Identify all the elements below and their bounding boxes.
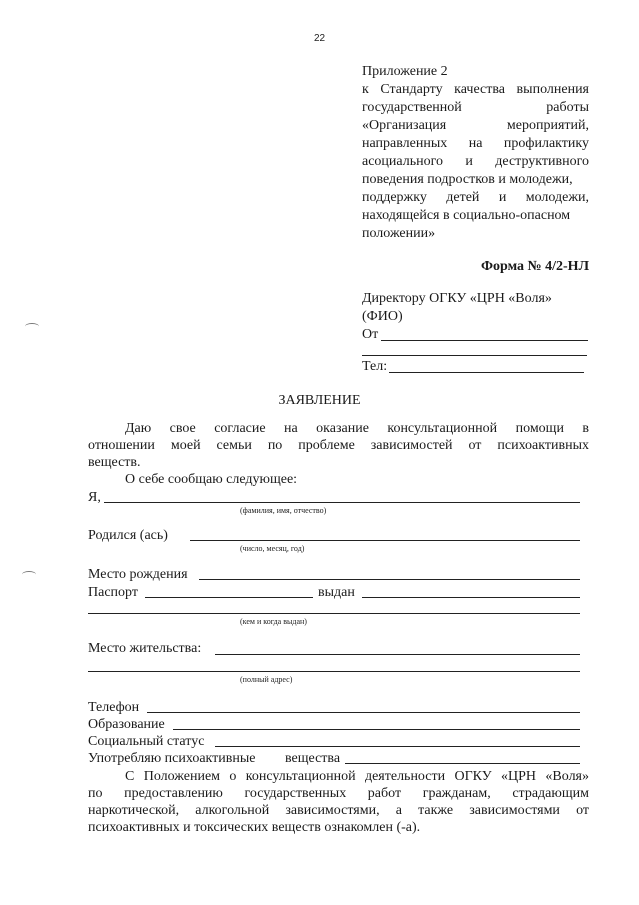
annex-line: направленных на профилактику [362, 136, 589, 151]
social-status-label: Социальный статус [88, 734, 205, 749]
from-label: От [362, 327, 379, 342]
annex-line: поддержку детей и молодежи, [362, 190, 589, 205]
page-number: 22 [313, 33, 326, 44]
tel-label: Тел: [362, 359, 388, 374]
annex-line: к Стандарту качества выполнения [362, 82, 589, 97]
birthplace-label: Место рождения [88, 567, 188, 582]
annex-line: положении» [362, 226, 436, 241]
scan-mark [25, 323, 39, 330]
scan-mark [22, 571, 36, 578]
issued-field[interactable] [362, 597, 580, 598]
from-field[interactable] [381, 340, 588, 341]
acknowledgement-line: психоактивных и токсических веществ ознакомлен (-а). [88, 820, 421, 835]
addressee-to: Директору ОГКУ «ЦРН «Воля» [362, 291, 552, 306]
phone-field[interactable] [147, 712, 580, 713]
born-caption: (число, месяц, год) [240, 544, 305, 553]
form-number: Форма № 4/2-НЛ [481, 259, 589, 274]
substances-field[interactable] [345, 763, 580, 764]
addressee-fio: (ФИО) [362, 309, 403, 324]
substances-label-suffix: вещества [285, 751, 341, 766]
intro-text: О себе сообщаю следующее: [125, 472, 298, 487]
annex-line: находящейся в социально-опасном [362, 208, 571, 223]
annex-line: «Организация мероприятий, [362, 118, 589, 133]
consent-line: веществ. [88, 455, 141, 470]
annex-line: поведения подростков и молодежи, [362, 172, 573, 187]
passport-caption: (кем и когда выдан) [240, 617, 307, 626]
tel-field[interactable] [389, 372, 584, 373]
birthdate-field[interactable] [190, 540, 580, 541]
substances-label: Употребляю психоактивные [88, 751, 256, 766]
annex-line: Приложение 2 [362, 64, 448, 79]
social-status-field[interactable] [215, 746, 580, 747]
born-label: Родился (ась) [88, 528, 168, 543]
page-title: ЗАЯВЛЕНИЕ [278, 393, 361, 408]
residence-caption: (полный адрес) [240, 675, 293, 684]
phone-label: Телефон [88, 700, 140, 715]
name-label: Я, [88, 490, 101, 505]
consent-line: Даю свое согласие на оказание консультационной помощи в [125, 421, 589, 436]
acknowledgement-line: по предоставлению государственных работ гражданам, страдающим [88, 786, 589, 801]
issued-field-continued[interactable] [88, 613, 580, 614]
annex-line: асоциального и деструктивного [362, 154, 589, 169]
birthplace-field[interactable] [199, 579, 580, 580]
passport-field[interactable] [145, 597, 313, 598]
residence-field[interactable] [215, 654, 580, 655]
issued-label: выдан [318, 585, 355, 600]
name-field[interactable] [104, 502, 580, 503]
education-label: Образование [88, 717, 165, 732]
consent-line: отношении моей семьи по проблеме зависимостей от психоактивных [88, 438, 589, 453]
annex-line: государственной работы [362, 100, 589, 115]
residence-field-continued[interactable] [88, 671, 580, 672]
from-field-continued[interactable] [362, 355, 587, 356]
name-caption: (фамилия, имя, отчество) [240, 506, 327, 515]
passport-label: Паспорт [88, 585, 138, 600]
education-field[interactable] [173, 729, 580, 730]
acknowledgement-line: наркотической, алкогольной зависимостями, а также зависимостями от [88, 803, 589, 818]
residence-label: Место жительства: [88, 641, 202, 656]
acknowledgement-line: С Положением о консультационной деятельности ОГКУ «ЦРН «Воля» [125, 769, 589, 784]
